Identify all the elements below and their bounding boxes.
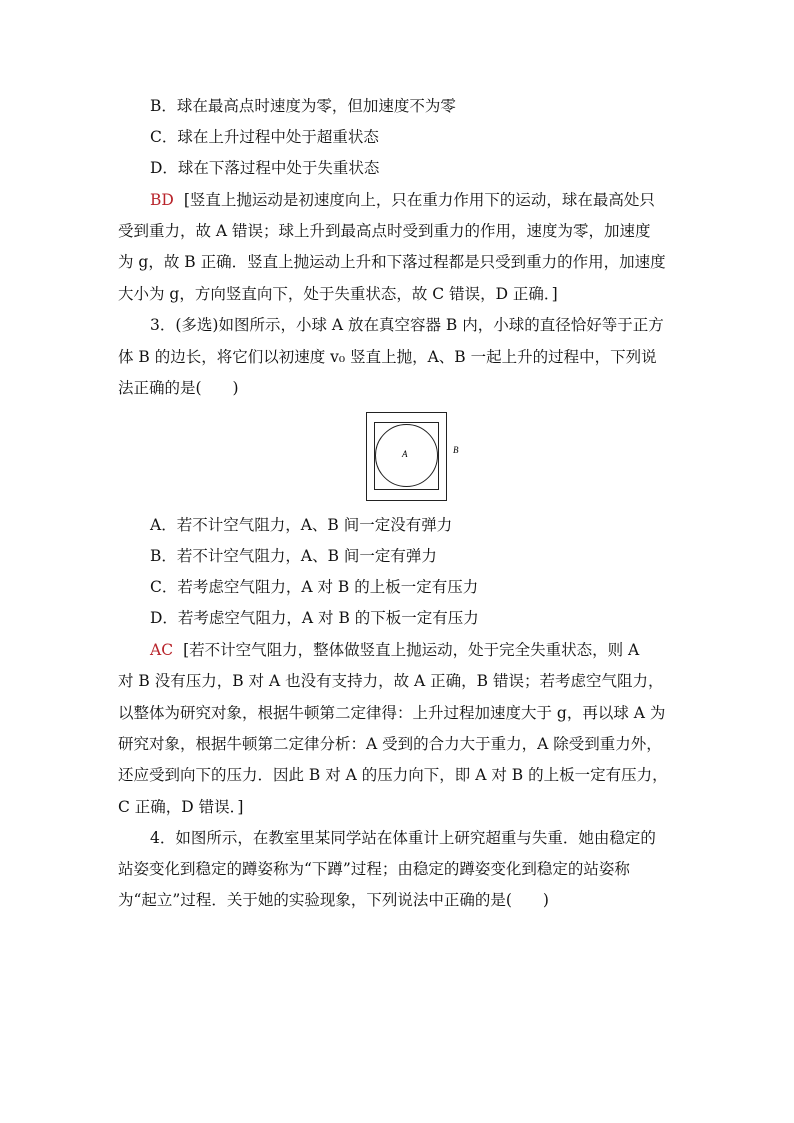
q3-figure bbox=[366, 412, 466, 504]
q4-stem-line-2: 站姿变化到稳定的蹲姿称为“下蹲”过程；由稳定的蹲姿变化到稳定的站姿称 bbox=[118, 860, 630, 878]
q3-explanation-line-1 bbox=[150, 640, 639, 660]
q3-explanation-line-5: 还应受到向下的压力．因此 B 对 A 的压力向下，即 A 对 B 的上板一定有压力， bbox=[118, 766, 668, 784]
q3-stem-line-2: 体 B 的边长，将它们以初速度 v₀ 竖直上抛，A、B 一起上升的过程中，下列说 bbox=[118, 348, 657, 366]
q3-option-a: A．若不计空气阻力，A、B 间一定没有弹力 bbox=[150, 516, 453, 534]
q3-stem-line-3: 法正确的是( ) bbox=[118, 379, 239, 397]
q3-answer: AC bbox=[150, 641, 174, 659]
q2-explanation-text-1: [竖直上抛运动是初速度向上，只在重力作用下的运动，球在最高处只 bbox=[183, 191, 655, 209]
q3-option-d: D．若考虑空气阻力，A 对 B 的下板一定有压力 bbox=[150, 609, 479, 627]
q3-explanation-line-2: 对 B 没有压力，B 对 A 也没有支持力，故 A 正确，B 错误；若考虑空气阻力， bbox=[118, 672, 664, 690]
q3-explanation-text-1: [若不计空气阻力，整体做竖直上抛运动，处于完全失重状态，则 A bbox=[183, 641, 640, 659]
q3-explanation-line-4: 研究对象，根据牛顿第二定律分析：A 受到的合力大于重力，A 除受到重力外， bbox=[118, 735, 662, 753]
q2-option-b: B．球在最高点时速度为零，但加速度不为零 bbox=[150, 97, 456, 115]
q2-option-c: C．球在上升过程中处于超重状态 bbox=[150, 128, 379, 146]
q2-answer: BD bbox=[150, 191, 174, 209]
q2-explanation-line-4: 大小为 g，方向竖直向下，处于失重状态，故 C 错误，D 正确．] bbox=[118, 285, 558, 303]
q3-stem-line-1: 3．(多选)如图所示，小球 A 放在真空容器 B 内，小球的直径恰好等于正方 bbox=[150, 316, 664, 334]
q4-stem-line-1: 4．如图所示，在教室里某同学站在体重计上研究超重与失重．她由稳定的 bbox=[150, 829, 656, 847]
q2-explanation-line-1 bbox=[150, 190, 655, 210]
container-b-label: B bbox=[453, 445, 459, 455]
q2-explanation-line-2: 受到重力，故 A 错误；球上升到最高点时受到重力的作用，速度为零，加速度 bbox=[118, 222, 651, 240]
q3-option-c: C．若考虑空气阻力，A 对 B 的上板一定有压力 bbox=[150, 578, 479, 596]
q3-explanation-line-3: 以整体为研究对象，根据牛顿第二定律得：上升过程加速度大于 g，再以球 A 为 bbox=[118, 704, 666, 722]
ball-a-label: A bbox=[402, 449, 408, 459]
q3-explanation-line-6: C 正确，D 错误．] bbox=[118, 798, 244, 816]
q2-explanation-line-3: 为 g，故 B 正确．竖直上抛运动上升和下落过程都是只受到重力的作用，加速度 bbox=[118, 253, 666, 271]
q3-option-b: B．若不计空气阻力，A、B 间一定有弹力 bbox=[150, 547, 437, 565]
q2-option-d: D．球在下落过程中处于失重状态 bbox=[150, 159, 380, 177]
q4-stem-line-3: 为“起立”过程．关于她的实验现象，下列说法中正确的是( ) bbox=[118, 891, 549, 909]
